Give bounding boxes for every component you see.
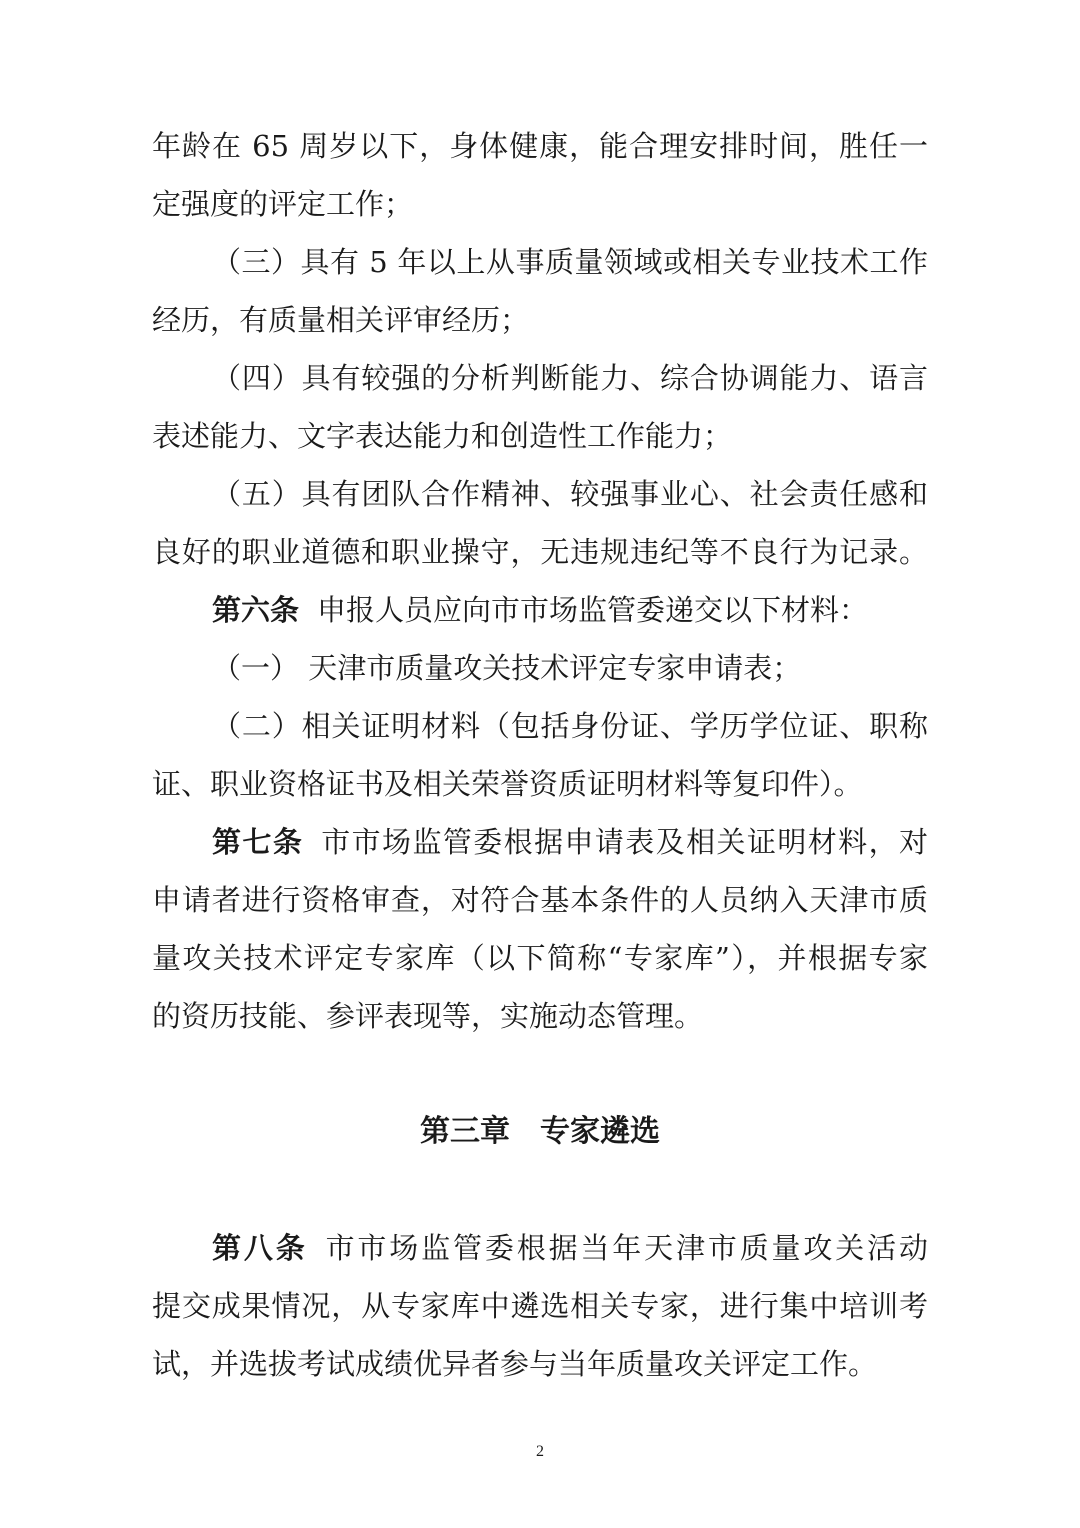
text-line: 试，并选拔考试成绩优异者参与当年质量攻关评定工作。 bbox=[152, 1347, 878, 1381]
article-paragraph bbox=[212, 590, 928, 630]
page-number: 2 bbox=[536, 1443, 544, 1460]
text-line: 良好的职业道德和职业操守，无违规违纪等不良行为记录。 bbox=[152, 535, 928, 569]
text-line: 的资历技能、参评表现等，实施动态管理。 bbox=[152, 999, 704, 1033]
article-heading: 第六条 bbox=[212, 593, 300, 627]
text-line: （四）具有较强的分析判断能力、综合协调能力、语言 bbox=[212, 361, 928, 395]
text-line: （五）具有团队合作精神、较强事业心、社会责任感和 bbox=[212, 477, 928, 511]
text-line: 申报人员应向市市场监管委递交以下材料： bbox=[317, 593, 869, 627]
text-line: 提交成果情况，从专家库中遴选相关专家，进行集中培训考 bbox=[152, 1289, 928, 1323]
text-line: （一） 天津市质量攻关技术评定专家申请表； bbox=[212, 651, 802, 685]
chapter-title: 第三章 专家遴选 bbox=[420, 1114, 660, 1149]
text-line: 量攻关技术评定专家库（以下简称“专家库”），并根据专家 bbox=[152, 941, 928, 975]
text-line: 年龄在 65 周岁以下，身体健康，能合理安排时间，胜任一 bbox=[152, 129, 928, 163]
text-line: 市市场监管委根据当年天津市质量攻关活动 bbox=[325, 1231, 928, 1265]
text-line: 申请者进行资格审查，对符合基本条件的人员纳入天津市质 bbox=[152, 883, 928, 917]
article-heading: 第八条 bbox=[212, 1231, 308, 1265]
text-line: 市市场监管委根据申请表及相关证明材料，对 bbox=[321, 825, 928, 859]
text-line: （二）相关证明材料（包括身份证、学历学位证、职称 bbox=[212, 709, 928, 743]
article-heading: 第七条 bbox=[212, 825, 304, 859]
article-paragraph bbox=[212, 822, 928, 862]
text-line: 表述能力、文字表达能力和创造性工作能力； bbox=[152, 419, 733, 453]
text-line: （三）具有 5 年以上从事质量领域或相关专业技术工作 bbox=[212, 245, 928, 279]
text-line: 定强度的评定工作； bbox=[152, 187, 414, 221]
article-paragraph bbox=[212, 1228, 928, 1268]
text-line: 经历，有质量相关评审经历； bbox=[152, 303, 530, 337]
text-line: 证、职业资格证书及相关荣誉资质证明材料等复印件）。 bbox=[152, 767, 863, 801]
